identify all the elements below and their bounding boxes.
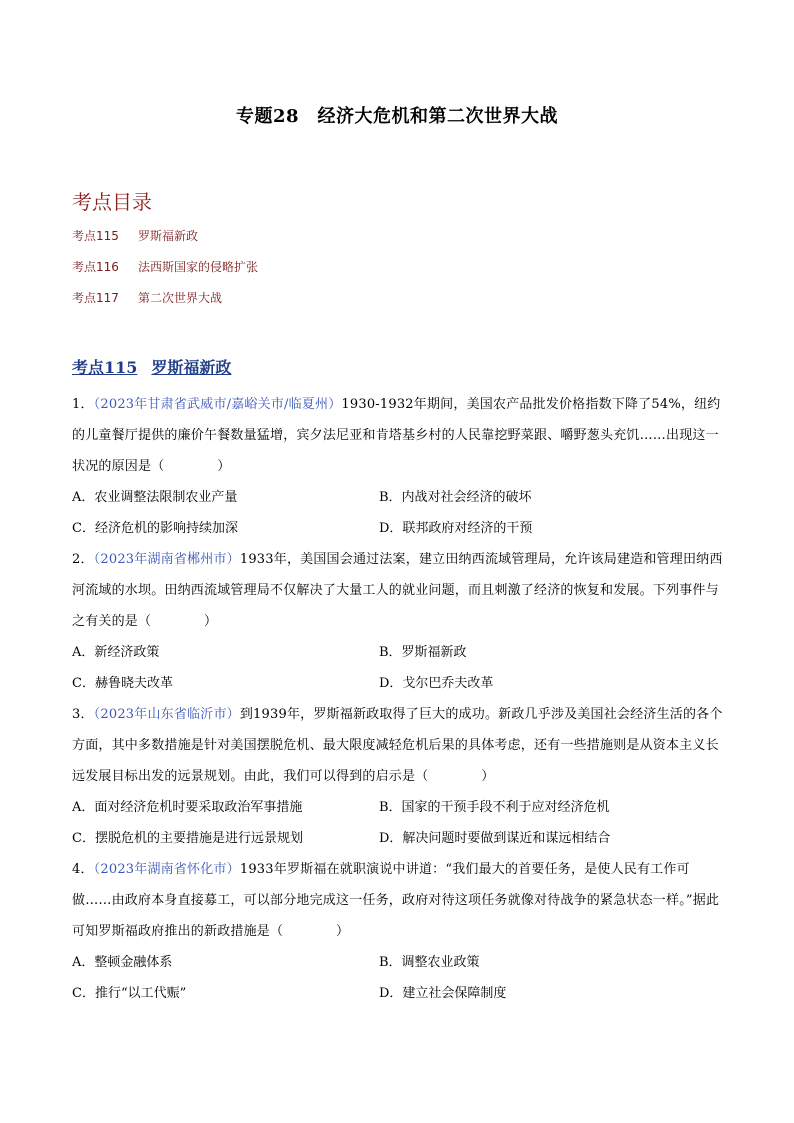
question-text: 到1939年，罗斯福新政取得了巨大的成功。新政几乎涉及美国社会经济生活的各个方面，其中多数措施是针对美国摆脱危机、最大限度减轻危机后果的具体考虑，还有一些措施则是从资本主义长远发展目标出发的远景规划。由此，我们可以得到的启示是（ ） [72, 707, 723, 784]
toc-item-label: 法西斯国家的侵略扩张 [138, 260, 259, 274]
option-c[interactable]: C．经济危机的影响持续加深 [72, 521, 238, 536]
question-source: （2023年湖南省怀化市） [93, 862, 240, 877]
toc-item-116[interactable] [72, 258, 258, 289]
question-stem [72, 854, 724, 947]
section-code: 考点115 [72, 358, 138, 377]
question-stem [72, 544, 724, 637]
question-number: 3． [72, 707, 94, 722]
option-a[interactable]: A．整顿金融体系 [72, 955, 173, 970]
option-a[interactable]: A．农业调整法限制农业产量 [72, 490, 238, 505]
option-c[interactable]: C．摆脱危机的主要措施是进行远景规划 [72, 831, 303, 846]
option-grid [72, 947, 724, 1009]
option-d[interactable]: D．联邦政府对经济的干预 [379, 521, 533, 536]
option-d[interactable]: D．戈尔巴乔夫改革 [379, 676, 494, 691]
option-b[interactable]: B．国家的干预手段不利于应对经济危机 [379, 800, 610, 815]
toc-item-code: 考点116 [72, 260, 119, 274]
toc-item-label: 第二次世界大战 [138, 291, 223, 305]
toc-item-label: 罗斯福新政 [138, 229, 199, 243]
option-a[interactable]: A．面对经济危机时要采取政治军事措施 [72, 800, 303, 815]
toc-list [72, 227, 258, 320]
question-source: （2023年甘肃省武威市/嘉峪关市/临夏州） [93, 397, 342, 412]
option-grid [72, 637, 724, 699]
question-stem [72, 389, 724, 482]
question-source: （2023年湖南省郴州市） [93, 552, 240, 567]
option-d[interactable]: D．建立社会保障制度 [379, 986, 507, 1001]
question-text: 1933年，美国国会通过法案，建立田纳西流域管理局，允许该局建造和管理田纳西河流域的水坝。田纳西流域管理局不仅解决了大量工人的就业问题，而且刺激了经济的恢复和发展。下列事件与之有关的是（ ） [72, 552, 723, 629]
section-heading[interactable] [72, 355, 231, 378]
question-text: 1930-1932年期间，美国农产品批发价格指数下降了54%，纽约的儿童餐厅提供的廉价午餐数量猛增，宾夕法尼亚和肯塔基乡村的人民靠挖野菜跟、嚼野葱头充饥……出现这一状况的原因是（ ） [72, 397, 721, 474]
toc-item-code: 考点117 [72, 291, 119, 305]
toc-item-code: 考点115 [72, 229, 119, 243]
page-title: 专题28 经济大危机和第二次世界大战 [235, 106, 559, 127]
option-c[interactable]: C．推行“以工代赈” [72, 986, 187, 1001]
section-label: 罗斯福新政 [151, 358, 232, 377]
question-4 [72, 854, 724, 1009]
question-number: 4． [72, 862, 94, 877]
question-1 [72, 389, 724, 544]
question-source: （2023年山东省临沂市） [93, 707, 240, 722]
option-b[interactable]: B．罗斯福新政 [379, 645, 467, 660]
option-a[interactable]: A．新经济政策 [72, 645, 160, 660]
option-c[interactable]: C．赫鲁晓夫改革 [72, 676, 173, 691]
question-list [72, 389, 724, 1009]
toc-item-117[interactable] [72, 289, 258, 320]
question-3 [72, 699, 724, 854]
question-number: 2． [72, 552, 94, 567]
toc-heading: 考点目录 [72, 190, 152, 214]
option-b[interactable]: B．内战对社会经济的破坏 [379, 490, 532, 505]
option-grid [72, 482, 724, 544]
option-grid [72, 792, 724, 854]
question-2 [72, 544, 724, 699]
question-text: 1933年罗斯福在就职演说中讲道：“我们最大的首要任务，是使人民有工作可做……由政府本身直接募工，可以部分地完成这一任务，政府对待这项任务就像对待战争的紧急状态一样。”据此可知罗斯福政府推出的新政措施是（ ） [72, 862, 720, 939]
option-d[interactable]: D．解决问题时要做到谋近和谋远相结合 [379, 831, 611, 846]
question-stem [72, 699, 724, 792]
option-b[interactable]: B．调整农业政策 [379, 955, 480, 970]
question-number: 1． [72, 397, 94, 412]
toc-item-115[interactable] [72, 227, 258, 258]
